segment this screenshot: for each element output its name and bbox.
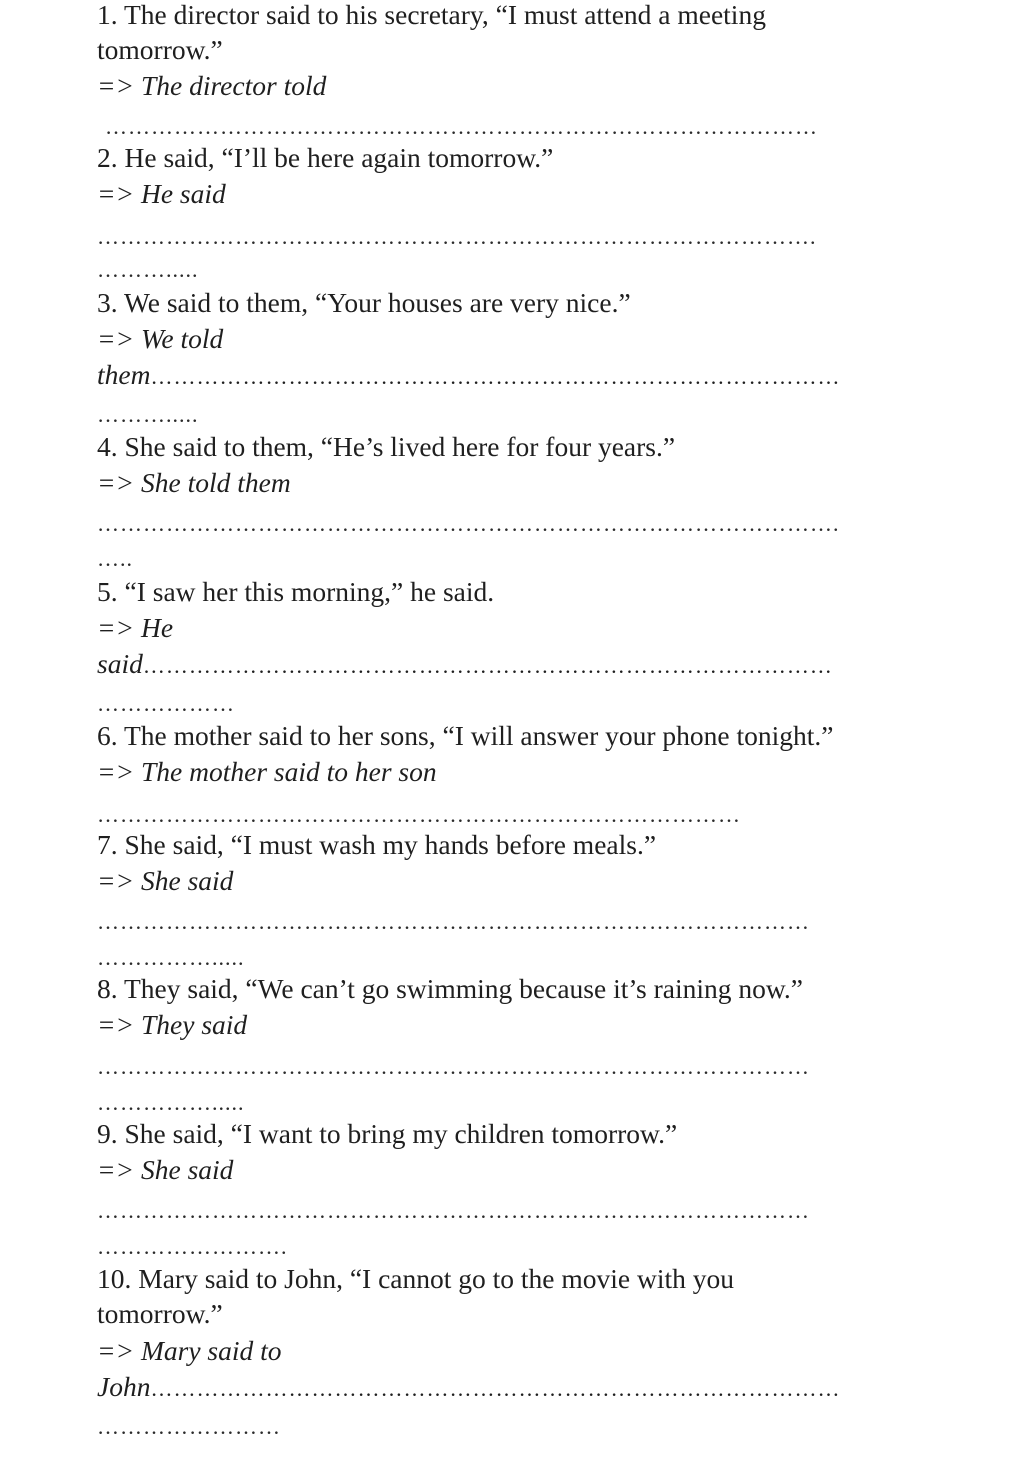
answer-3-continuation: them xyxy=(97,359,151,390)
answer-7-blank-line-2[interactable]: ……………..... xyxy=(97,945,245,970)
answer-8-prompt: => They said xyxy=(97,1009,248,1040)
answer-9-blank-line[interactable]: ………………………………………………………………………………… xyxy=(97,1198,810,1223)
question-8-line-1: 8. They said, “We can’t go swimming because it’s raining now.” xyxy=(97,973,804,1004)
answer-6-prompt: => The mother said to her son xyxy=(97,756,437,787)
answer-5-row xyxy=(97,646,909,684)
answer-10-prompt: => Mary said to xyxy=(97,1335,282,1366)
answer-4-prompt: => She told them xyxy=(97,467,291,498)
answer-3-row xyxy=(97,357,920,395)
answer-4-blank-line[interactable]: ……………………………………………………………………………………. xyxy=(97,511,840,536)
question-6-line-1: 6. The mother said to her sons, “I will answer your phone tonight.” xyxy=(97,720,834,751)
answer-10-row xyxy=(97,1369,920,1407)
answer-10-blank-line[interactable]: ……………………………………………………………………………… xyxy=(150,1376,841,1401)
question-2-line-1: 2. He said, “I’ll be here again tomorrow.” xyxy=(97,142,554,173)
answer-4-blank-line-2[interactable]: ….. xyxy=(97,546,133,571)
answer-1-blank-line[interactable]: ………………………………………………………………………………… xyxy=(105,114,818,139)
answer-8-blank-line-2[interactable]: ……………..... xyxy=(97,1090,245,1115)
answer-2-blank-line-2[interactable]: ………..... xyxy=(97,257,199,282)
answer-5-continuation: said xyxy=(97,648,143,679)
answer-1-prompt: => The director told xyxy=(97,70,327,101)
question-9-line-1: 9. She said, “I want to bring my children tomorrow.” xyxy=(97,1118,678,1149)
answer-3-prompt: => We told xyxy=(97,323,224,354)
answer-2-blank-line[interactable]: …………………………………………………………………………………. xyxy=(97,224,817,249)
answer-7-prompt: => She said xyxy=(97,865,234,896)
answer-7-blank-line[interactable]: ………………………………………………………………………………… xyxy=(97,909,810,934)
answer-8-blank-line[interactable]: ………………………………………………………………………………… xyxy=(97,1054,810,1079)
answer-9-blank-line-2[interactable]: ……………………. xyxy=(97,1234,288,1259)
answer-5-blank-line-2[interactable]: ……………… xyxy=(97,691,235,716)
answer-9-prompt: => She said xyxy=(97,1154,234,1185)
question-1-line-1: 1. The director said to his secretary, “I must attend a meeting xyxy=(97,0,766,30)
answer-6-blank-line[interactable]: ………………………………………………………………………… xyxy=(97,802,741,827)
answer-5-blank-line[interactable]: ……………………………………………………………………………… xyxy=(142,653,833,678)
question-1-line-2: tomorrow.” xyxy=(97,34,223,65)
answer-5-prompt: => He xyxy=(97,612,174,643)
question-4-line-1: 4. She said to them, “He’s lived here for four years.” xyxy=(97,431,676,462)
question-10-line-1: 10. Mary said to John, “I cannot go to the movie with you xyxy=(97,1263,734,1294)
question-5-line-1: 5. “I saw her this morning,” he said. xyxy=(97,576,495,607)
question-3-line-1: 3. We said to them, “Your houses are very nice.” xyxy=(97,287,631,318)
question-7-line-1: 7. She said, “I must wash my hands before meals.” xyxy=(97,829,657,860)
answer-10-blank-line-2[interactable]: …………………… xyxy=(97,1414,281,1439)
answer-10-continuation: John xyxy=(97,1371,151,1402)
question-10-line-2: tomorrow.” xyxy=(97,1298,223,1329)
answer-3-blank-line[interactable]: ……………………………………………………………………………… xyxy=(150,364,841,389)
answer-3-blank-line-2[interactable]: ………..... xyxy=(97,402,199,427)
answer-2-prompt: => He said xyxy=(97,178,226,209)
